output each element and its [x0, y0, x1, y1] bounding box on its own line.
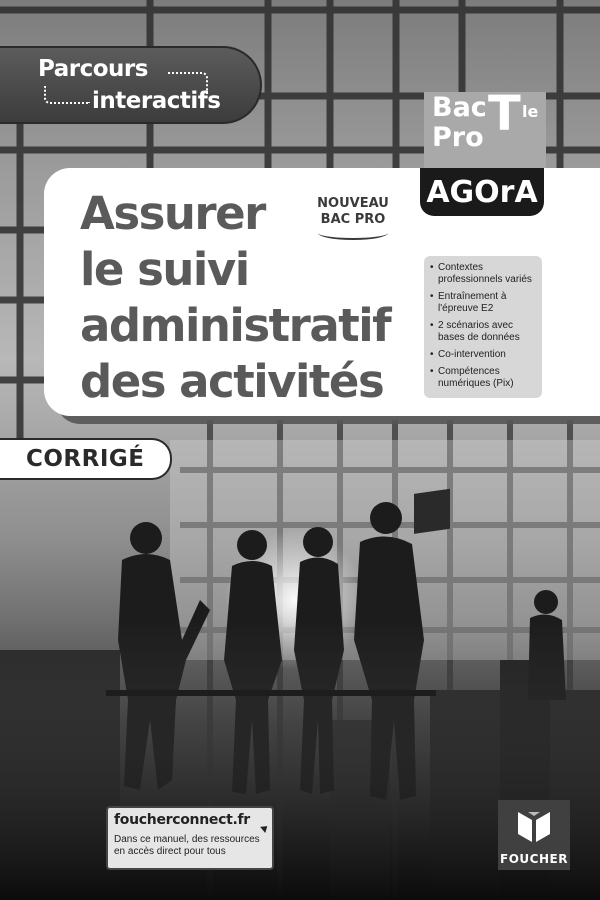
tag-line-2: BAC PRO	[320, 212, 386, 227]
connect-description: Dans ce manuel, des ressources en accès direct pour tous	[114, 834, 260, 857]
edition-label: CORRIGÉ	[26, 446, 145, 472]
foucherconnect-box	[106, 806, 274, 870]
collection-name: AGOrA	[426, 174, 538, 210]
feature-item: • 2 scénarios avec bases de données	[430, 320, 538, 344]
badge-line-2: interactifs	[92, 88, 221, 114]
level-bac: Bac	[432, 92, 487, 123]
edition-tag	[0, 438, 172, 480]
parcours-interactifs-badge	[0, 46, 262, 124]
title-line-3: administratif	[80, 299, 391, 352]
nouveau-bac-pro-tag	[308, 196, 398, 228]
foucher-mark-icon	[514, 808, 554, 846]
feature-item: • Co-intervention	[430, 349, 538, 361]
features-box	[424, 256, 542, 398]
title-line-4: des activités	[80, 355, 384, 408]
cursor-icon	[260, 823, 270, 833]
feature-item: • Compétences numériques (Pix)	[430, 366, 538, 390]
features-list	[430, 262, 538, 390]
tag-line-1: NOUVEAU	[317, 196, 389, 211]
level-le: le	[522, 102, 539, 121]
publisher-logo	[498, 800, 570, 870]
feature-item: • Entraînement à l'épreuve E2	[430, 291, 538, 315]
badge-line-1: Parcours	[38, 56, 148, 82]
dotted-connector-bottom	[44, 86, 90, 104]
level-badge	[424, 86, 546, 176]
feature-item: • Contextes professionnels variés	[430, 262, 538, 286]
level-t: T	[488, 86, 521, 142]
title-line-1: Assurer	[80, 187, 265, 240]
title-line-2: le suivi	[80, 243, 249, 296]
swoosh-underline	[318, 226, 388, 240]
publisher-name: FOUCHER	[500, 852, 568, 866]
level-pro: Pro	[432, 122, 484, 153]
connect-url: foucherconnect.fr	[114, 812, 250, 828]
collection-badge	[420, 168, 544, 216]
